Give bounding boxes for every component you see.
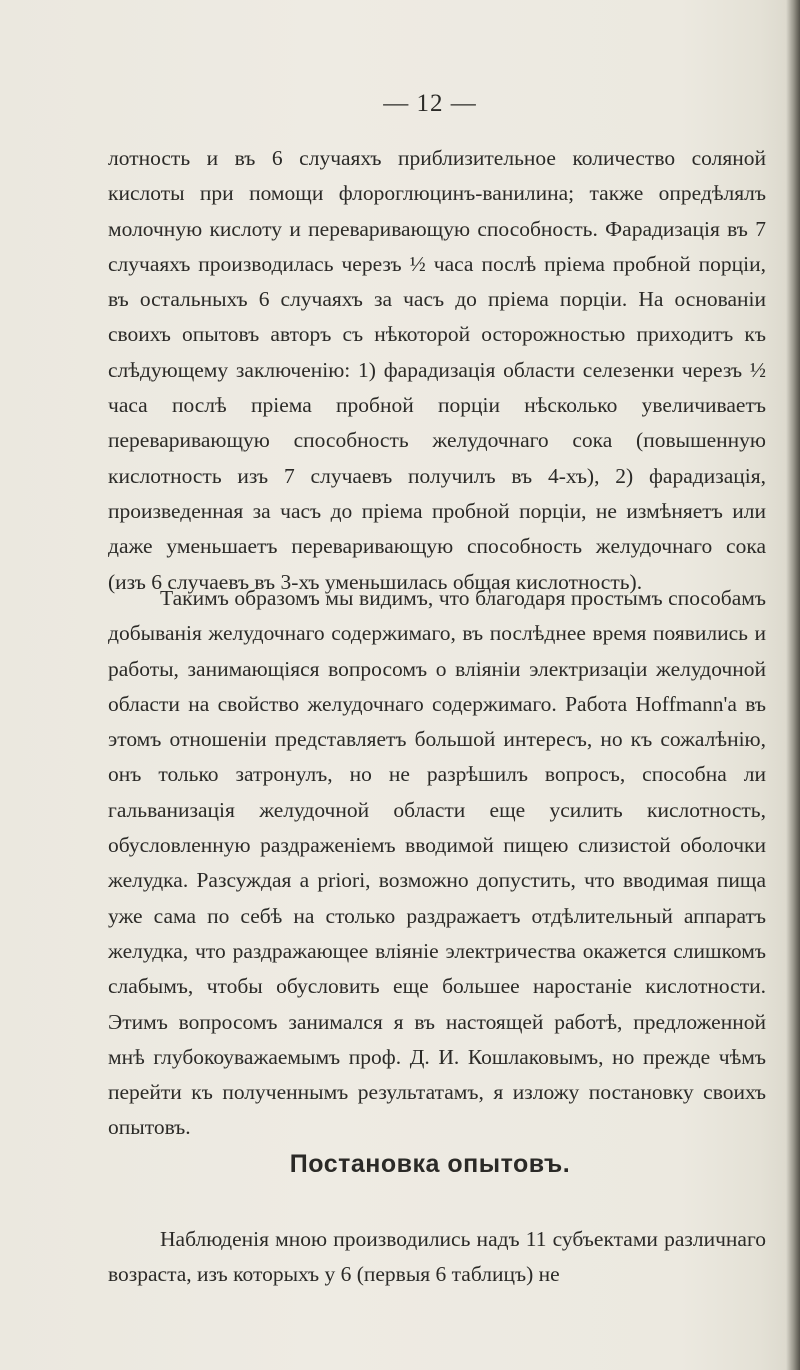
paragraph-2: Такимъ образомъ мы видимъ, что благодаря простымъ способамъ добыванія желудочнаго содержимаго, въ послѣднее время появились и работы, занимающіяся вопросомъ о вліяніи электризаціи желудочной области на свойство желудочнаго содержимаго. Работа Hoffmann'а въ этомъ отношеніи представляетъ большой интересъ, но къ сожалѣнію, онъ только затронулъ, но не разрѣшилъ вопросъ, способна ли гальванизація желудочной области еще усилить кислотность, обусловленную раздраженіемъ вводимой пищею слизистой оболочки желудка. Разсуждая a priori, возможно допустить, что вводимая пища уже сама по себѣ на столько раздражаетъ отдѣлительный аппаратъ желудка, что раздражающее вліяніе электричества окажется слишкомъ слабымъ, чтобы обусловить еще большее наростаніе кислотности. Этимъ вопросомъ занимался я въ настоящей работѣ, предложенной мнѣ глубокоуважаемымъ проф. Д. И. Кошлаковымъ, но прежде чѣмъ перейти къ полученнымъ результатамъ, я изложу постановку своихъ опытовъ. — [108, 586, 766, 1140]
paragraph-1: лотность и въ 6 случаяхъ приблизительное количество соляной кислоты при помощи флороглюцинъ-ванилина; также опредѣлялъ молочную кислоту и переваривающую способность. Фарадизація въ 7 случаяхъ производилась черезъ ½ часа послѣ пріема пробной порціи, въ остальныхъ 6 случаяхъ за часъ до пріема порціи. На основаніи своихъ опытовъ авторъ съ нѣкоторой осторожностью приходитъ къ слѣдующему заключенію: 1) фарадизація области селезенки черезъ ½ часа послѣ пріема пробной порціи нѣсколько увеличиваетъ переваривающую способность желудочнаго сока (повышенную кислотность изъ 7 случаевъ получилъ въ 4-хъ), 2) фарадизація, произведенная за часъ до пріема пробной порціи, не измѣняетъ или даже уменьшаетъ переваривающую способность желудочнаго сока (изъ 6 случаевъ въ 3-хъ уменьшилась общая кислотность). — [108, 146, 766, 594]
page-number: — 12 — — [383, 90, 477, 117]
section-paragraph: Наблюденія мною производились надъ 11 субъектами различнаго возраста, изъ которыхъ у 6 (первыя 6 таблицъ) не — [108, 1227, 766, 1287]
section-heading: Постановка опытовъ. — [289, 1150, 571, 1178]
